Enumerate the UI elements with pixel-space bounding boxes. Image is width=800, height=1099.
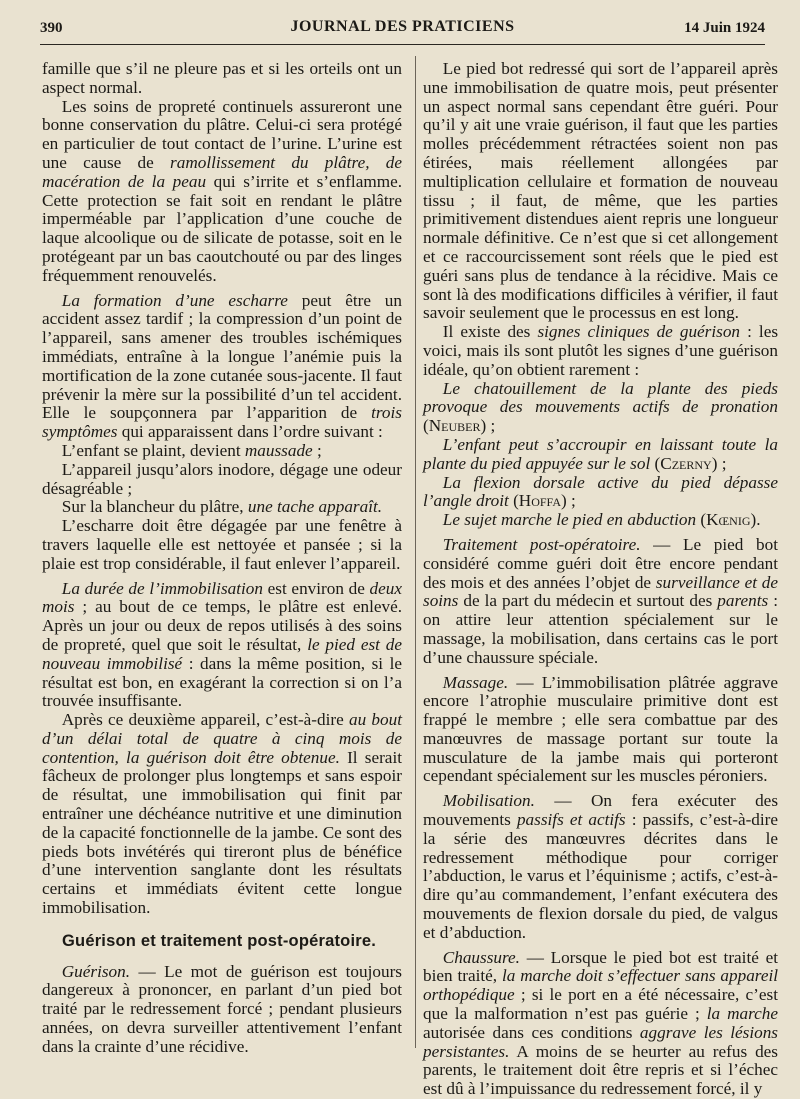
journal-title: JOURNAL DES PRATICIENS (290, 18, 515, 35)
issue-date: 14 Juin 1924 (684, 20, 765, 36)
sign-item: La flexion dorsale active du pied dépasse l’angle droit (Hoffa) ; (423, 472, 778, 511)
paragraph: Chaussure. — Lorsque le pied bot est traité et bien traité, la marche doit s’effectuer sans appareil orthopédique ; si le port en a été nécessaire, c’est que la malformation n’est pas guérie ; la marche autorisée dans ces conditions aggrave les lésions persistantes. A moins de se heurter au refus des parents, le traitement doit être repris et si l’échec est dû à l’impuissance du redressement forcé, il y (423, 947, 779, 1099)
symptom-item: L’appareil jusqu’alors inodore, dégage une odeur désagréable ; (42, 459, 402, 498)
paragraph: Le pied bot redressé qui sort de l’appareil après une immobilisation de quatre mois, peut présenter un aspect normal sans cependant être guéri. Pour qu’il y ait une vraie guérison, il faut que les parties molles précédemment rétractées soient non pas étirées, mais réellement allongées par multiplication cellulaire et formation de nouveau tissu ; il faut, de même, que les parties primitivement distendues aient repris une longueur normale définitive. Ce n’est que si cet allongement et ce raccourcissement sont réels que le pied est guéri sans plus de tendance à la récidive. Mais ce sont là des modifications difficiles à vérifier, il faut savoir seulement que le processus en est long. (423, 59, 778, 323)
paragraph: L’escharre doit être dégagée par une fenêtre à travers laquelle elle est nettoyée et pansée ; si la plaie est trop considérable, il faut enlever l’appareil. (42, 516, 402, 573)
right-column (423, 60, 778, 1099)
paragraph: Il existe des signes cliniques de guérison : les voici, mais ils sont plutôt les signes d’une guérison idéale, qu’on obtient rarement : (423, 322, 779, 379)
page-header (40, 16, 765, 40)
column-divider (415, 56, 416, 1048)
header-rule (40, 44, 765, 45)
sign-item: Le sujet marche le pied en abduction (Kœnig). (442, 510, 761, 530)
paragraph: famille que s’il ne pleure pas et si les orteils ont un aspect normal. (42, 59, 402, 97)
section-heading: Guérison et traitement post-opératoire. (62, 931, 377, 950)
paragraph: La durée de l’immobilisation est environ de deux mois ; au bout de ce temps, le plâtre est enlevé. Après un jour ou deux de repos utilisés à des soins de propreté, quel que soit le résultat, le pied est de nouveau immobilisé : dans la même position, si le résultat est bon, en exagérant la correction si on l’a trouvée insuffisante. (42, 578, 403, 711)
sign-item: Le chatouillement de la plante des pieds provoque des mouvements actifs de pronation (Neuber) ; (423, 378, 778, 436)
paragraph: Les soins de propreté continuels assureront une bonne conservation du plâtre. Celui-ci sera protégé en particulier de tout contact de l’urine. L’urine est une cause de ramollissement du plâtre, de macération de la peau qui s’irrite et s’enflamme. Cette protection se fait soit en rendant le plâtre imperméable par l’application d’une couche de laque alcoolique ou de silicate de potasse, soit en le protégeant par un bas caoutchouté ou par des linges fréquemment renouvelés. (42, 96, 403, 285)
paragraph: La formation d’une escharre peut être un accident assez tardif ; la compression d’un point de l’appareil, sans amener des troubles ischémiques immédiats, entraîne à la longue l’anémie puis la mortification de la zone cutanée sous-jacente. Il faut prévenir la mère sur la possibilité d’un tel accident. Elle le soupçonnera par l’apparition de trois symptômes qui apparaissent dans l’ordre suivant : (42, 290, 402, 442)
sign-item: L’enfant peut s’accroupir en laissant toute la plante du pied appuyée sur le sol (Czerny) ; (423, 434, 778, 473)
paragraph: Mobilisation. — On fera exécuter des mouvements passifs et actifs : passifs, c’est-à-dire la série des manœuvres décrites dans le redressement méthodique pour corriger l’abduction, le varus et l’équinisme ; actifs, c’est-à-dire qu’au commandement, l’enfant exécutera des mouvements de flexion dorsale du pied, de valgus et d’abduction. (423, 791, 779, 942)
page-number: 390 (40, 20, 63, 36)
left-column (42, 60, 402, 1057)
paragraph: Guérison. — Le mot de guérison est toujours dangereux à prononcer, en parlant d’un pied bot traité par le redressement forcé ; pendant plusieurs années, on devra surveiller attentivement l’enfant dans la crainte d’une récidive. (42, 961, 402, 1056)
symptom-item: Sur la blancheur du plâtre, une tache apparaît. (61, 497, 383, 517)
paragraph: Après ce deuxième appareil, c’est-à-dire au bout d’un délai total de quatre à cinq mois de contention, la guérison doit être obtenue. Il serait fâcheux de prolonger plus longtemps et sans espoir de résultat, une immobilisation qui finit par entraîner une déchéance nutritive et une diminution de la capacité fonctionnelle de la jambe. Ce sont des pieds bots invétérés qui tireront plus de bénéfice d’une intervention sanglante dont les résultats certains et immédiats évitent cette longue immobilisation. (42, 710, 402, 918)
symptom-item: L’enfant se plaint, devient maussade ; (61, 440, 322, 460)
paragraph: Massage. — L’immobilisation plâtrée aggrave encore l’atrophie musculaire primitive dont est frappé le membre ; elle sera combattue par des manœuvres de massage portant sur toute la musculature de la jambe mais qui porteront cependant spécialement sur les muscles péroniers. (423, 672, 779, 786)
paragraph: Traitement post-opératoire. — Le pied bot considéré comme guéri doit être encore pendant des mois et des années l’objet de surveillance et de soins de la part du médecin et surtout des parents : on attire leur attention spécialement sur le massage, la mobilisation, dans certains cas le port d’une chaussure spéciale. (423, 534, 779, 667)
